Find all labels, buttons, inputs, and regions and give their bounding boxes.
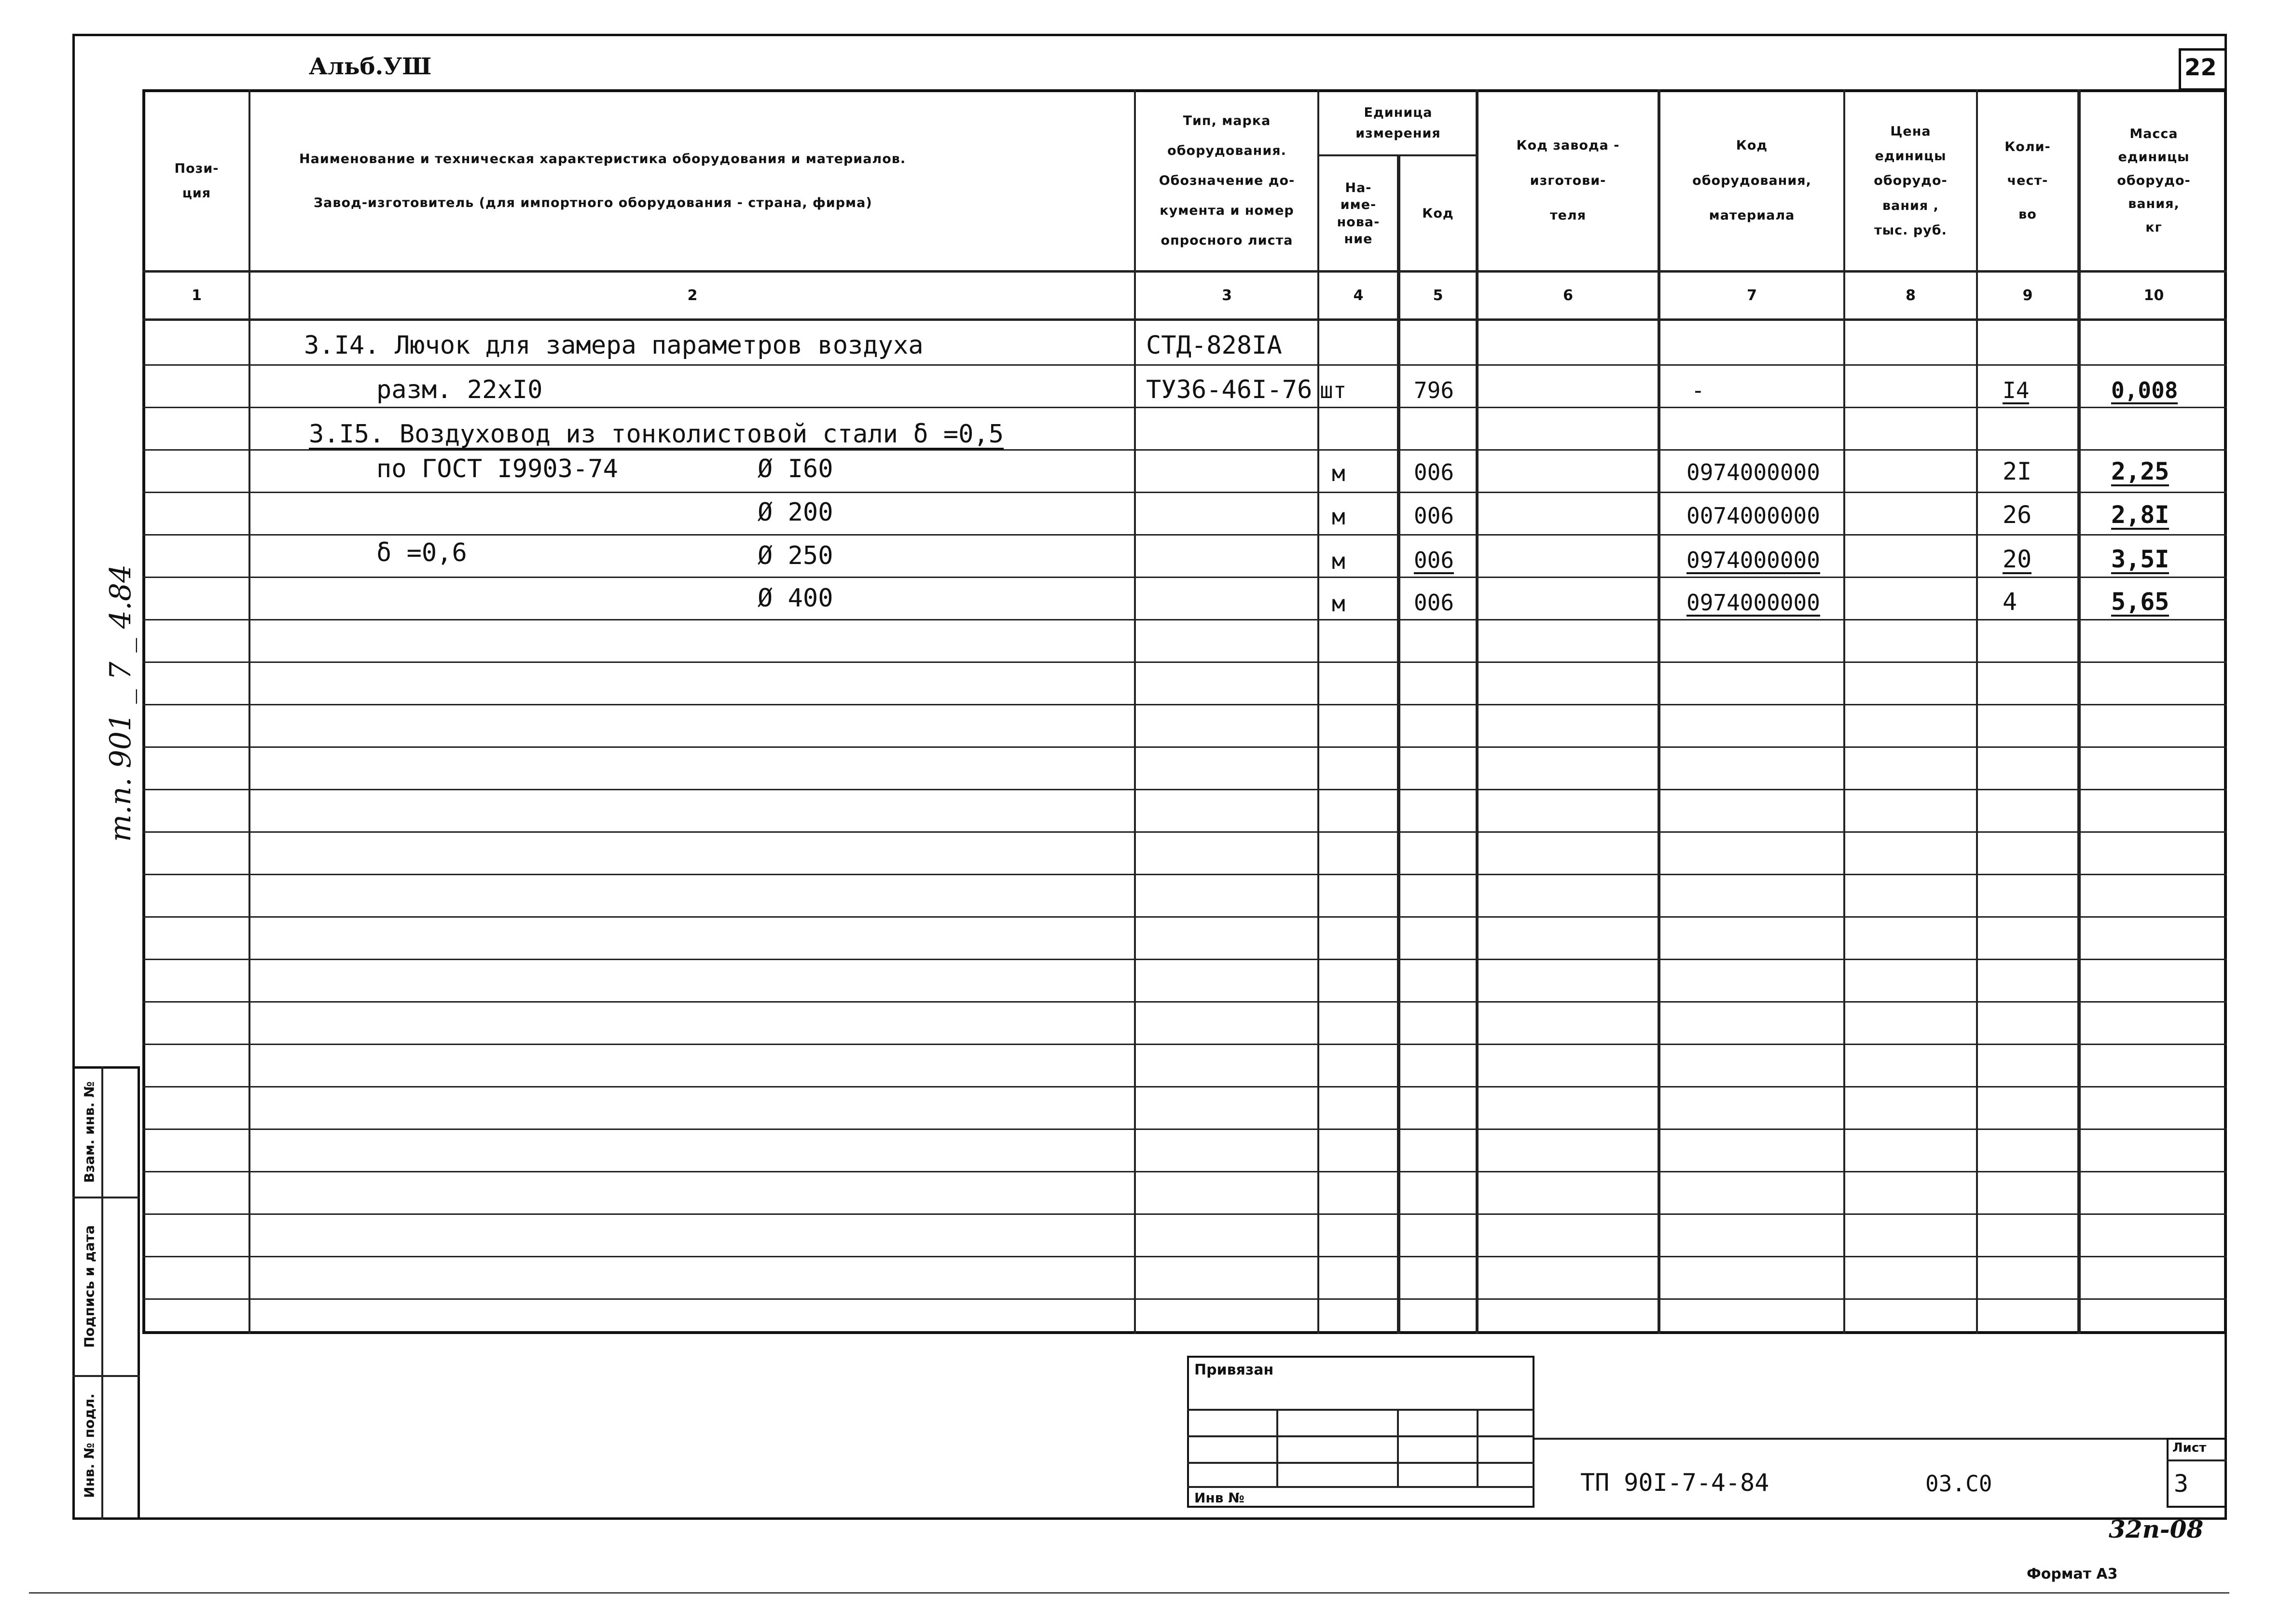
list-label: Лист: [2172, 1441, 2207, 1455]
row2-unit: шт: [1320, 377, 1347, 403]
col-number-10: 10: [2143, 287, 2164, 304]
table-row-line: [142, 577, 2227, 578]
header-factory-code: Код завода - изготови- теля: [1516, 138, 1620, 223]
privyazan-vline-2: [1397, 1409, 1399, 1486]
table-row-line: [142, 1001, 2227, 1003]
row4-material-code: 0974000000: [1686, 459, 1820, 485]
col-number-4: 4: [1353, 287, 1364, 304]
side-label-inv-podl: Инв. № подл.: [81, 1393, 97, 1498]
doc-section: 03.С0: [1925, 1471, 1992, 1497]
table-frame: [142, 89, 2227, 1334]
row7-material-code: 0974000000: [1686, 590, 1820, 616]
footer-code: 32п-08: [2109, 1515, 2204, 1543]
privyazan-box: [1187, 1356, 1534, 1508]
header-material-code: Код оборудования, материала: [1692, 138, 1811, 223]
row7-unit: м: [1332, 591, 1345, 617]
privyazan-label: Привязан: [1194, 1362, 1274, 1378]
header-price: Цена единицы оборудо- вания , тыс. руб.: [1874, 124, 1948, 238]
row2-type: ТУ36-46I-76: [1146, 375, 1313, 404]
table-row-line: [142, 1044, 2227, 1045]
col-line-1: [249, 89, 250, 1334]
row6-unit: м: [1332, 548, 1345, 574]
header-quantity: Коли- чест- во: [2004, 139, 2051, 222]
header-name-line1: Наименование и техническая характеристика оборудования и материалов.: [299, 151, 906, 166]
table-row-line: [142, 619, 2227, 620]
row7-diameter: Ø 400: [758, 584, 833, 613]
col-number-9: 9: [2022, 287, 2033, 304]
table-row-line: [142, 1171, 2227, 1172]
header-position: Пози- ция: [174, 161, 219, 201]
row6-diameter: Ø 250: [758, 541, 833, 570]
row5-unit-code: 006: [1414, 503, 1454, 529]
row4-diameter: Ø I60: [758, 454, 833, 483]
col-line-6: [1658, 89, 1660, 1334]
privyazan-vline-3: [1477, 1409, 1479, 1486]
privyazan-vline-1: [1276, 1409, 1278, 1486]
row6-quantity: 20: [2003, 545, 2032, 573]
list-number: 3: [2174, 1470, 2189, 1498]
row6-mass: 3,5I: [2111, 545, 2169, 573]
row5-material-code: 0074000000: [1686, 503, 1820, 529]
row2-material-code: -: [1691, 377, 1705, 403]
row5-unit: м: [1332, 504, 1345, 530]
row2-mass: 0,008: [2111, 377, 2178, 403]
side-label-podpis: Подпись и дата: [81, 1225, 97, 1348]
row2-unit-code: 796: [1414, 377, 1454, 403]
table-row-line: [142, 874, 2227, 875]
header-mass: Масса единицы оборудо- вания, кг: [2117, 126, 2191, 235]
row2-quantity: I4: [2003, 377, 2030, 403]
row2-name: разм. 22xI0: [376, 375, 543, 404]
col-line-2: [1134, 89, 1136, 1334]
col-number-8: 8: [1906, 287, 1916, 304]
row1-name: 3.I4. Лючок для замера параметров воздуха: [304, 331, 924, 360]
col-number-3: 3: [1222, 287, 1232, 304]
format-label: Формат А3: [2027, 1566, 2118, 1583]
page-number: 22: [2184, 54, 2217, 81]
row1-type: СТД-828IA: [1146, 331, 1282, 360]
row3-name: 3.I5. Воздуховод из тонколистовой стали δ =0,5: [309, 420, 1004, 449]
header-unit-group: Единица измерения: [1355, 105, 1441, 141]
col-line-5: [1476, 89, 1479, 1334]
table-row-line: [142, 1129, 2227, 1130]
row7-mass: 5,65: [2111, 588, 2169, 616]
table-row-line: [142, 1086, 2227, 1087]
row5-quantity: 26: [2003, 501, 2032, 529]
table-row-line: [142, 704, 2227, 705]
col-number-1: 1: [192, 287, 202, 304]
table-row-line: [142, 789, 2227, 790]
row4-unit: м: [1332, 460, 1345, 486]
privyazan-line-1: [1187, 1409, 1534, 1411]
title-block-top: [1534, 1438, 2227, 1440]
header-name-line2: Завод-изготовитель (для импортного оборудования - страна, фирма): [314, 195, 872, 210]
header-type: Тип, марка оборудования. Обозначение до- кумента и номер опросного листа: [1159, 113, 1295, 248]
row5-mass: 2,8I: [2111, 501, 2169, 529]
table-row-line: [142, 1298, 2227, 1300]
header-bottom-line: [142, 270, 2227, 273]
strip-divider: [101, 1066, 103, 1520]
row7-quantity: 4: [2003, 588, 2017, 616]
table-row-line: [142, 661, 2227, 663]
col-line-9: [2077, 89, 2081, 1334]
table-row-line: [142, 1213, 2227, 1215]
table-row-line: [142, 407, 2227, 408]
table-row-line: [142, 831, 2227, 833]
row7-unit-code: 006: [1414, 590, 1454, 616]
row4-mass: 2,25: [2111, 457, 2169, 485]
scan-edge-line: [29, 1592, 2229, 1594]
inv-no-label: Инв №: [1194, 1490, 1244, 1506]
col-line-4: [1397, 154, 1400, 1334]
col-line-3: [1317, 89, 1319, 1334]
list-box-divider: [2167, 1459, 2227, 1461]
album-label: Альб.УШ: [309, 53, 432, 80]
doc-code: ТП 90I-7-4-84: [1580, 1469, 1769, 1497]
side-stamp: т.п. 901 _ 7 _ 4.84: [104, 564, 138, 842]
side-label-vzam: Взам. инв. №: [81, 1081, 97, 1183]
col-number-6: 6: [1563, 287, 1573, 304]
header-unit-code: Код: [1422, 206, 1454, 221]
table-row-line: [142, 916, 2227, 918]
row6-material-code: 0974000000: [1686, 547, 1820, 573]
row4-unit-code: 006: [1414, 459, 1454, 485]
col-line-7: [1843, 89, 1845, 1334]
table-row-line: [142, 534, 2227, 536]
header-name: [251, 92, 1134, 270]
col-number-5: 5: [1433, 287, 1443, 304]
col-line-8: [1976, 89, 1978, 1334]
table-row-line: [142, 364, 2227, 366]
privyazan-line-2: [1187, 1435, 1534, 1437]
header-unit-name: На- име- нова- ние: [1337, 180, 1380, 247]
col-number-2: 2: [687, 287, 698, 304]
privyazan-line-3: [1187, 1462, 1534, 1464]
privyazan-line-4: [1187, 1486, 1534, 1488]
row4-name: по ГОСТ I9903-74: [376, 454, 618, 483]
row6-name: δ =0,6: [376, 538, 467, 567]
table-row-line: [142, 1256, 2227, 1257]
colnum-bottom-line: [142, 318, 2227, 321]
row5-diameter: Ø 200: [758, 498, 833, 527]
row4-quantity: 2I: [2003, 457, 2032, 485]
row6-unit-code: 006: [1414, 547, 1454, 573]
table-row-line: [142, 746, 2227, 748]
table-row-line: [142, 959, 2227, 960]
table-row-line: [142, 492, 2227, 493]
col-number-7: 7: [1747, 287, 1757, 304]
